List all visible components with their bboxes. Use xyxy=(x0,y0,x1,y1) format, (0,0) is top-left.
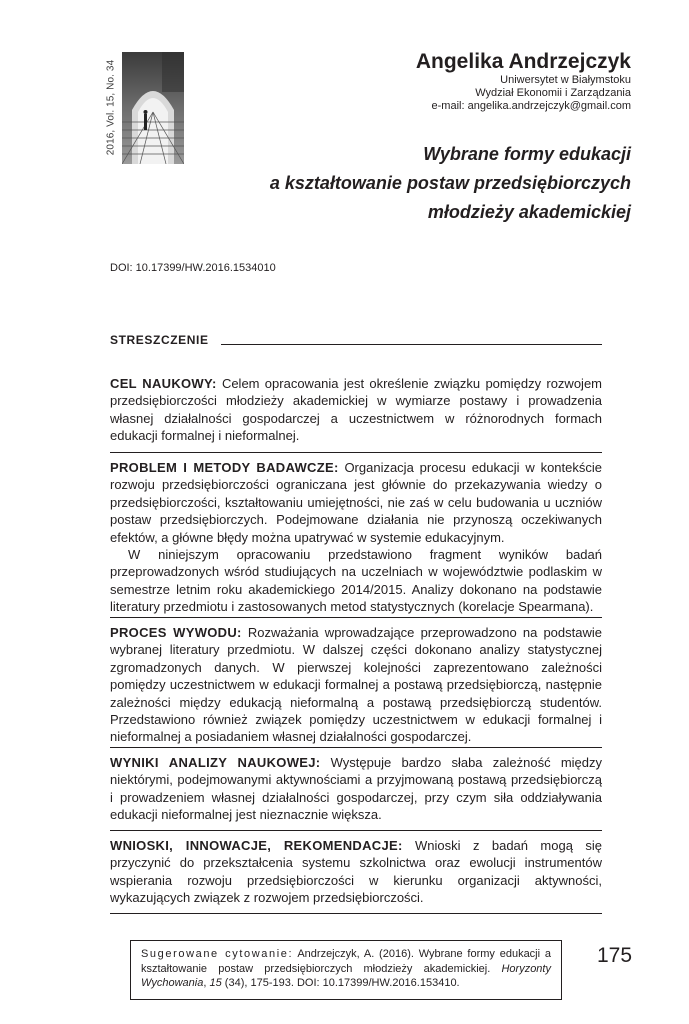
journal-issue: 2016, Vol. 15, No. 34 xyxy=(105,59,117,155)
section-divider xyxy=(110,617,602,618)
section-divider xyxy=(110,913,602,914)
section-wnioski xyxy=(110,837,602,907)
section-text: Organizacja procesu edukacji w kontekście rozwoju przedsiębiorczości ograniczana jest głównie do przekazywania wiedzy o przedsiębiorczości, kształtowaniu umiejętności, nie zaś w celu budowania u uczniów postaw przedsiębiorczych. Podejmowane działania nie przynoszą oczekiwanych efektów, a główne błędy można upatrywać w systemie edukacyjnym. xyxy=(110,460,602,545)
citation-volume: 15 xyxy=(209,977,222,990)
citation-text: (34), 175-193. DOI: 10.17399/HW.2016.153410. xyxy=(221,977,460,990)
section-text: Występuje bardzo słaba zależność między niektórymi, podejmowanymi aktywnościami a przyjmowaną postawą przedsiębiorczą i prowadzeniem własnej działalności gospodarczej, przy czym siła oddziaływania edukacji nieformalnej jest nieznacznie większa. xyxy=(110,755,603,823)
author-faculty: Wydział Ekonomii i Zarządzania xyxy=(475,87,631,99)
section-cel xyxy=(110,375,602,445)
section-divider xyxy=(110,830,602,831)
heading-rule xyxy=(221,344,602,345)
abstract-heading xyxy=(110,333,602,347)
section-lead: PROBLEM I METODY BADAWCZE: xyxy=(110,460,339,475)
section-lead: CEL NAUKOWY: xyxy=(110,376,217,391)
section-lead: WYNIKI ANALIZY NAUKOWEJ: xyxy=(110,755,321,770)
citation-text: Andrzejczyk, A. (2016). Wybrane formy edukacji a kształtowanie postaw przedsiębiorczych młodzieży akademickiej. xyxy=(141,948,551,975)
citation-text: , xyxy=(203,977,210,990)
journal-spine xyxy=(101,52,121,162)
author-block xyxy=(271,50,631,113)
title-line: Wybrane formy edukacji xyxy=(423,144,631,164)
page-number: 175 xyxy=(597,944,633,967)
section-problem xyxy=(110,459,602,616)
section-text: Celem opracowania jest określenie związku pomiędzy rozwojem przedsiębiorczości młodzieży akademickiej w wymiarze postawy i prowadzenia własnej działalności gospodarczej a uczestnictwem w różnorodnych formach edukacji formalnej i nieformalnej. xyxy=(110,376,602,444)
title-line: a kształtowanie postaw przedsiębiorczych xyxy=(269,173,631,193)
section-text: Rozważania wprowadzające przeprowadzono na podstawie wybranej literatury przedmiotu. W dalszej części dokonano analizy statystycznej zgromadzonych danych. W pierwszej kolejności zaprezentowano zależności pomiędzy uczestnictwem w edukacji formalnej a postawą przedsiębiorczą, następnie zależności między edukacją nieformalną a postawą przedsiębiorczą studentów. Przedstawiono również związek pomiędzy uczestnictwem w edukacji formalnej i nieformalnej a posiadaniem własnej działalności gospodarczej. xyxy=(110,625,602,745)
section-proces xyxy=(110,624,602,746)
author-name: Angelika Andrzejczyk xyxy=(415,50,631,73)
doi: DOI: 10.17399/HW.2016.1534010 xyxy=(110,262,276,274)
section-lead: WNIOSKI, INNOWACJE, REKOMENDACJE: xyxy=(110,838,403,853)
citation-journal: Horyzonty Wychowania xyxy=(141,962,551,990)
section-text: Wnioski z badań mogą się przyczynić do przekształcenia systemu szkolnictwa oraz ewolucji instrumentów wspierania rozwoju przedsiębiorczości w kierunku organizacji aktywności, wykazujących związek z rozwojem przedsiębiorczości. xyxy=(110,838,602,906)
section-lead: PROCES WYWODU: xyxy=(110,625,242,640)
section-divider xyxy=(110,452,602,453)
section-text: W niniejszym opracowaniu przedstawiono fragment wyników badań przeprowadzonych wśród studiujących na uczelniach w województwie podlaskim w semestrze letnim roku akademickiego 2014/2015. Analizy dokonano na podstawie literatury przedmiotu i zastosowanych metod statystycznych (korelacje Spearmana). xyxy=(110,547,602,615)
article-title xyxy=(171,140,631,227)
section-divider xyxy=(110,747,602,748)
author-university: Uniwersytet w Białymstoku xyxy=(500,74,631,86)
abstract-heading-label: STRESZCZENIE xyxy=(110,333,209,347)
section-wyniki xyxy=(110,754,602,824)
author-email: e-mail: angelika.andrzejczyk@gmail.com xyxy=(431,100,631,112)
suggested-citation xyxy=(130,940,562,1000)
citation-label: Sugerowane cytowanie: xyxy=(141,948,294,960)
title-line: młodzieży akademickiej xyxy=(427,202,631,222)
